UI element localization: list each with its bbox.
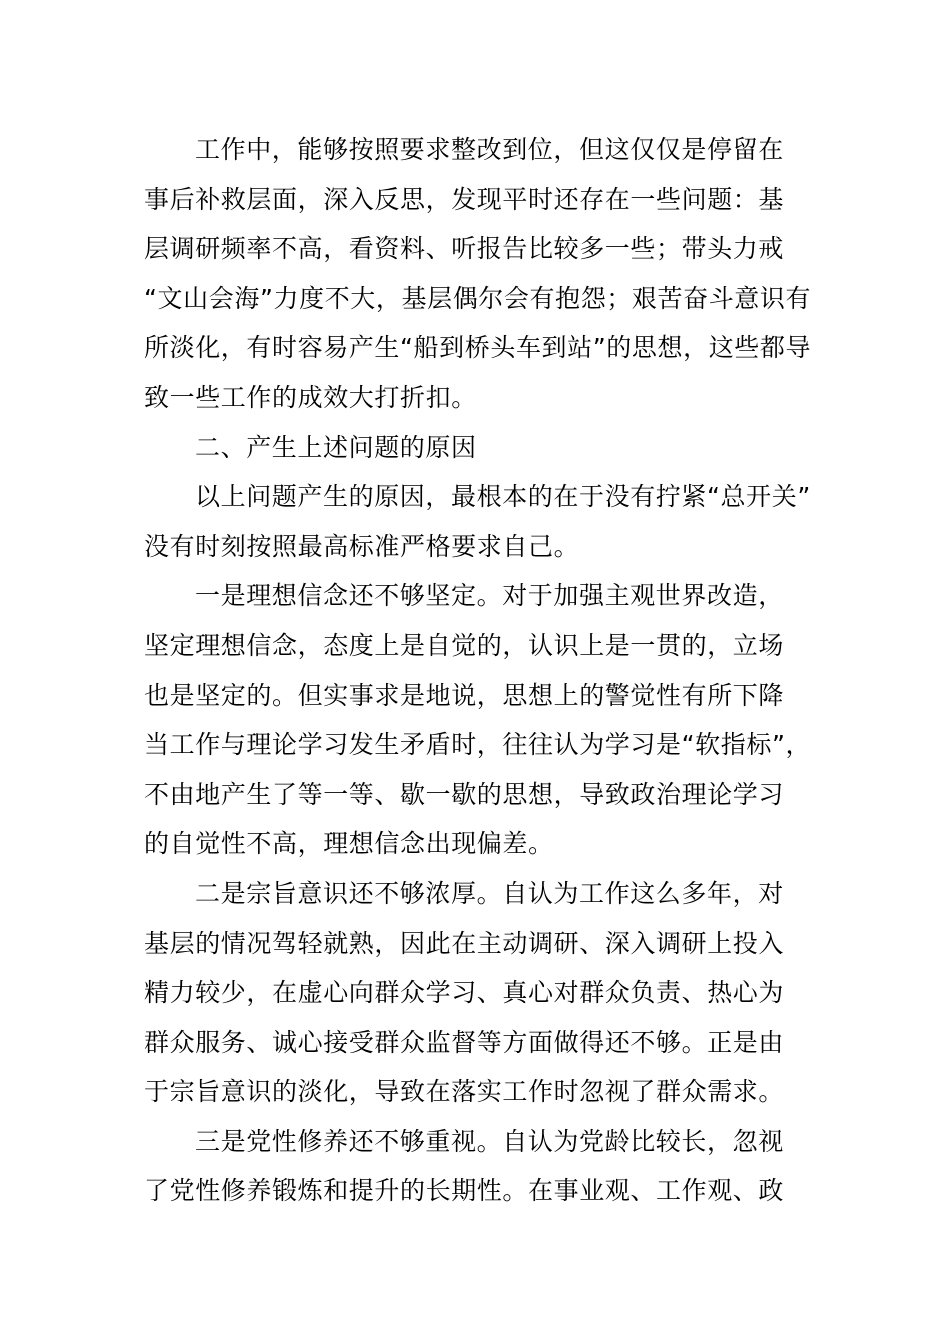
text-line: 精力较少，在虚心向群众学习、真心对群众负责、热心为 xyxy=(144,978,785,1008)
text-line: 基层的情况驾轻就熟，因此在主动调研、深入调研上投入 xyxy=(144,928,785,958)
text-line: 的自觉性不高，理想信念出现偏差。 xyxy=(144,829,554,859)
text-line: 也是坚定的。但实事求是地说，思想上的警觉性有所下降 xyxy=(144,680,785,710)
text-line: “文山会海”力度不大，基层偶尔会有抱怨；艰苦奋斗意识有 xyxy=(144,283,812,313)
text-line: 三是党性修养还不够重视。自认为党龄比较长，忽视 xyxy=(195,1126,784,1156)
text-line: 一是理想信念还不够坚定。对于加强主观世界改造， xyxy=(195,581,784,611)
document-body xyxy=(144,125,812,1216)
text-line: 致一些工作的成效大打折扣。 xyxy=(144,382,477,412)
section-heading: 二、产生上述问题的原因 xyxy=(195,432,477,462)
text-line: 二是宗旨意识还不够浓厚。自认为工作这么多年，对 xyxy=(195,878,784,908)
text-line: 坚定理想信念，态度上是自觉的，认识上是一贯的，立场 xyxy=(144,630,785,660)
text-line: 群众服务、诚心接受群众监督等方面做得还不够。正是由 xyxy=(144,1027,785,1057)
text-line: 所淡化，有时容易产生“船到桥头车到站”的思想，这些都导 xyxy=(144,333,812,363)
text-line: 不由地产生了等一等、歇一歇的思想，导致政治理论学习 xyxy=(144,779,785,809)
text-line: 了党性修养锻炼和提升的长期性。在事业观、工作观、政 xyxy=(144,1176,785,1206)
text-line: 没有时刻按照最高标准严格要求自己。 xyxy=(144,531,580,561)
text-line: 事后补救层面，深入反思，发现平时还存在一些问题：基 xyxy=(144,184,785,214)
text-line: 于宗旨意识的淡化，导致在落实工作时忽视了群众需求。 xyxy=(144,1077,785,1107)
text-line: 当工作与理论学习发生矛盾时，往往认为学习是“软指标”， xyxy=(144,730,812,760)
text-line: 层调研频率不高，看资料、听报告比较多一些；带头力戒 xyxy=(144,234,785,264)
text-line: 以上问题产生的原因，最根本的在于没有拧紧“总开关” xyxy=(195,482,811,512)
text-line: 工作中，能够按照要求整改到位，但这仅仅是停留在 xyxy=(195,135,784,164)
